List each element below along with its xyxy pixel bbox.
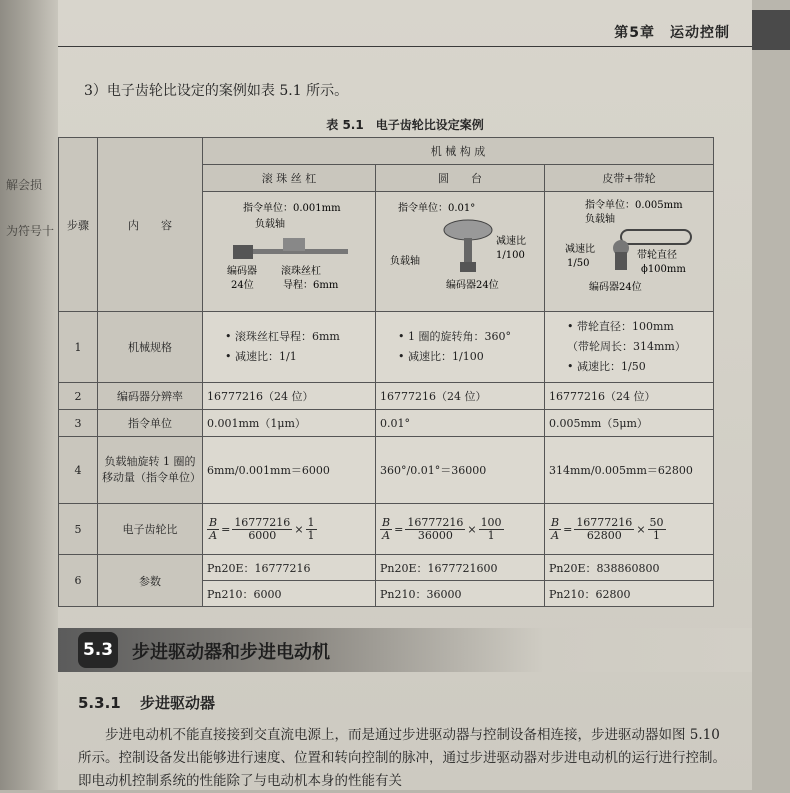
belt-pulley-val: ϕ100mm — [641, 264, 686, 275]
value-cell: 16777216（24 位） — [376, 383, 545, 410]
denominator: 6000 — [248, 529, 277, 542]
col-step-header: 步骤 — [59, 138, 98, 312]
param-cell: Pn210：62800 — [545, 581, 714, 607]
belt-diagram-cell — [545, 192, 714, 312]
spec-line: • 减速比：1/1 — [225, 350, 297, 363]
spec-line: • 带轮直径：100mm — [567, 320, 674, 333]
subsection-heading — [78, 692, 215, 713]
spec-line: • 减速比：1/100 — [398, 350, 484, 363]
ballscrew-lead: 导程：6mm — [283, 280, 339, 291]
belt-motor-shape — [615, 252, 627, 270]
equals-sign: = — [221, 523, 231, 536]
frac-a: A — [551, 529, 560, 542]
gear-ratio-belt — [545, 504, 714, 555]
turntable-unit: 指令单位：0.01° — [398, 203, 476, 214]
param-cell: Pn210：6000 — [203, 581, 376, 607]
denominator: 1 — [653, 529, 661, 542]
left-page-fragment: 为符号十 — [6, 224, 55, 238]
col-belt-header: 皮带+带轮 — [545, 165, 714, 192]
equals-sign: = — [563, 523, 573, 536]
table-row — [59, 555, 714, 581]
value-cell: 16777216（24 位） — [545, 383, 714, 410]
belt-shape — [621, 230, 691, 244]
gear-ratio-ballscrew — [203, 504, 376, 555]
chapter-heading: 第5章 运动控制 — [614, 25, 730, 41]
table-title: 表 5.1 电子齿轮比设定案例 — [326, 118, 484, 132]
spec-line: • 1 圈的旋转角：360° — [398, 330, 512, 343]
table-row — [59, 383, 714, 410]
ballscrew-diagram — [203, 192, 373, 308]
intro-line: 3）电子齿轮比设定的案例如表 5.1 所示。 — [84, 83, 349, 99]
frac-a: A — [382, 529, 391, 542]
denominator: 1 — [487, 529, 495, 542]
section-title: 步进驱动器和步进电动机 — [132, 642, 330, 663]
chapter-tab — [752, 10, 790, 50]
content-cell: 电子齿轮比 — [98, 504, 203, 555]
times-sign: × — [467, 523, 477, 536]
turntable-diagram-cell — [376, 192, 545, 312]
content-cell: 机械规格 — [98, 312, 203, 383]
table-top-shape — [444, 220, 492, 240]
turntable-ratio-val: 1/100 — [496, 250, 525, 261]
gear-ratio-table — [58, 137, 714, 607]
col-ballscrew-header: 滚 珠 丝 杠 — [203, 165, 376, 192]
table-shaft-shape — [464, 238, 472, 264]
table-row — [59, 437, 714, 504]
value-cell: 16777216（24 位） — [203, 383, 376, 410]
value-cell: 360°/0.01°＝36000 — [376, 437, 545, 504]
frac-b: B — [551, 516, 560, 529]
turntable-diagram — [376, 192, 542, 308]
frac-b: B — [382, 516, 391, 529]
spec-line: • 滚珠丝杠导程：6mm — [225, 330, 340, 343]
spec-ballscrew — [203, 312, 376, 383]
numerator: 16777216 — [407, 516, 464, 529]
turntable-load: 负载轴 — [390, 256, 421, 267]
ballscrew-bits: 24位 — [231, 280, 254, 291]
step-cell: 3 — [59, 410, 98, 437]
ballscrew-screw: 滚珠丝杠 — [281, 266, 321, 277]
frac-a: A — [209, 529, 218, 542]
belt-load: 负载轴 — [585, 214, 615, 225]
table-motor-shape — [460, 262, 476, 272]
section-heading-bar — [58, 628, 752, 672]
table-row — [59, 504, 714, 555]
left-page-fragment: 解会损 — [6, 178, 43, 192]
col-group-header: 机 械 构 成 — [203, 138, 714, 165]
times-sign: × — [294, 523, 304, 536]
turntable-encoder: 编码器24位 — [446, 280, 499, 291]
spec-line: • 减速比：1/50 — [567, 360, 646, 373]
subsection-title: 步进驱动器 — [139, 694, 215, 712]
turntable-ratio: 减速比 — [496, 236, 527, 247]
value-cell: 0.005mm（5μm） — [545, 410, 714, 437]
denominator: 62800 — [586, 529, 622, 542]
step-cell: 4 — [59, 437, 98, 504]
spec-turntable — [376, 312, 545, 383]
numerator: 100 — [480, 516, 502, 529]
spec-belt — [545, 312, 714, 383]
content-cell: 负载轴旋转 1 圈的移动量（指令单位） — [98, 437, 203, 504]
denominator: 1 — [307, 529, 315, 542]
table-row — [59, 312, 714, 383]
value-cell: 0.01° — [376, 410, 545, 437]
step-cell: 1 — [59, 312, 98, 383]
left-page-edge — [0, 0, 58, 790]
param-cell: Pn20E：838860800 — [545, 555, 714, 581]
col-content-header: 内 容 — [98, 138, 203, 312]
value-cell: 6mm/0.001mm＝6000 — [203, 437, 376, 504]
numerator: 50 — [649, 516, 664, 529]
subsection-number: 5.3.1 — [78, 694, 121, 712]
frac-b: B — [209, 516, 218, 529]
gear-ratio-turntable — [376, 504, 545, 555]
equals-sign: = — [394, 523, 404, 536]
numerator: 16777216 — [234, 516, 291, 529]
value-cell: 0.001mm（1μm） — [203, 410, 376, 437]
belt-pulley: 带轮直径 — [637, 250, 677, 261]
step-cell: 2 — [59, 383, 98, 410]
belt-ratio-val: 1/50 — [567, 258, 590, 269]
step-cell: 6 — [59, 555, 98, 607]
content-cell: 指令单位 — [98, 410, 203, 437]
value-cell: 314mm/0.005mm＝62800 — [545, 437, 714, 504]
times-sign: × — [636, 523, 646, 536]
numerator: 16777216 — [576, 516, 633, 529]
step-cell: 5 — [59, 504, 98, 555]
ballscrew-diagram-cell — [203, 192, 376, 312]
param-cell: Pn210：36000 — [376, 581, 545, 607]
nut-shape — [283, 238, 305, 251]
content-cell: 参数 — [98, 555, 203, 607]
numerator: 1 — [307, 516, 315, 529]
body-paragraph: 步进电动机不能直接接到交直流电源上，而是通过步进驱动器与控制设备相连接，步进驱动器如图 5.10 所示。控制设备发出能够进行速度、位置和转向控制的脉冲，通过步进驱动器对步进电动机的运行进行控制。即电动机控制系统的性能除了与电动机本身的性能有关 — [78, 727, 726, 789]
content-cell: 编码器分辨率 — [98, 383, 203, 410]
col-turntable-header: 圆 台 — [376, 165, 545, 192]
spec-line: （带轮周长：314mm） — [567, 340, 686, 353]
param-cell: Pn20E：1677721600 — [376, 555, 545, 581]
belt-unit: 指令单位：0.005mm — [585, 200, 683, 211]
belt-diagram — [545, 192, 711, 308]
running-header — [58, 14, 752, 47]
ballscrew-encoder: 编码器 — [227, 266, 257, 277]
belt-ratio: 减速比 — [565, 244, 595, 255]
belt-encoder: 编码器24位 — [589, 282, 642, 293]
param-cell: Pn20E：16777216 — [203, 555, 376, 581]
ballscrew-unit: 指令单位：0.001mm — [243, 203, 341, 214]
ballscrew-load: 负载轴 — [255, 219, 285, 230]
section-number-badge: 5.3 — [78, 632, 118, 668]
table-header-row — [59, 138, 714, 165]
book-page — [58, 0, 752, 790]
denominator: 36000 — [417, 529, 453, 542]
table-row — [59, 410, 714, 437]
motor-shape — [233, 245, 253, 259]
